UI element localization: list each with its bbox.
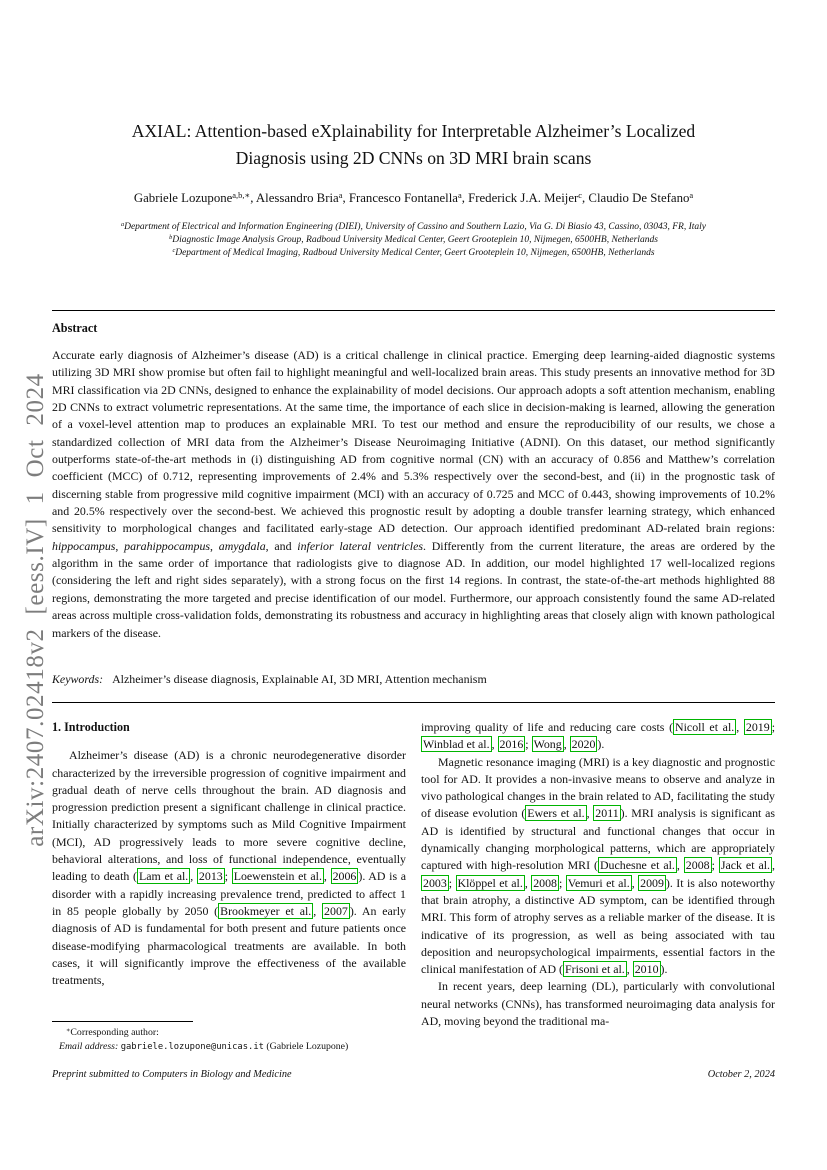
citation-link[interactable]: Jack et al.	[720, 858, 771, 873]
paper-title-line2: Diagnosis using 2D CNNs on 3D MRI brain scans	[235, 148, 592, 168]
text-segment: ). MRI analysis is significant as AD is identified by structural and functional changes that occur in dynamically changing morphological patterns, which are appropriately captured with high-resolution MRI (	[421, 806, 775, 873]
abstract-body	[52, 347, 775, 642]
citation-link[interactable]: 2003	[423, 875, 447, 890]
corresponding-author-note	[52, 1026, 406, 1040]
text-segment: ,	[210, 538, 219, 553]
text-segment: ,	[676, 858, 684, 873]
text-segment: ;	[448, 875, 456, 890]
text-segment: , Frederick J.A. Meijer	[461, 191, 579, 205]
affiliations-block	[40, 221, 787, 260]
text-segment: c	[172, 247, 176, 255]
affiliation	[40, 247, 787, 260]
citation-link[interactable]: Vemuri et al.	[567, 875, 630, 890]
text-segment: hippocampus	[52, 538, 116, 553]
text-segment: ,	[323, 869, 331, 884]
affiliation	[40, 221, 787, 234]
footnote-block	[52, 1021, 406, 1054]
citation-link[interactable]: Wong	[533, 737, 562, 752]
text-segment: Alzheimer’s disease (AD) is a chronic neurodegenerative disorder characterized by the irreversible progression of cognitive impairment and gradual death of nerve cells throughout the brain. AD diagnosis and progression prediction present a significant challenge in clinical practice. Initially characterized by symptoms such as Mild Cognitive Impairment (MCI), AD progressively leads to more severe cognitive decline, behavioral alterations, and loss of functional independence, eventually leading to death (	[52, 748, 406, 884]
text-segment: gabriele.lozupone@unicas.it	[120, 1042, 264, 1052]
citation-link[interactable]: Ewers et al.	[527, 806, 585, 821]
text-segment: a	[689, 190, 694, 201]
text-segment: ;	[525, 737, 532, 752]
text-segment: ;	[711, 858, 719, 873]
text-segment: b	[169, 234, 173, 242]
text-segment: amygdala	[218, 538, 266, 553]
text-segment: (Gabriele Lozupone)	[263, 1041, 349, 1052]
separator-rule-bottom	[52, 702, 775, 703]
paper-title	[70, 118, 757, 172]
text-segment: ).	[597, 737, 605, 752]
text-segment: Magnetic resonance imaging (MRI) is a key diagnostic and prognostic tool for AD. It provides a non-invasive means to observe and analyze in vivo pathological changes in the brain related to AD, facilitating the study of disease evolution (	[421, 754, 775, 821]
text-segment: improving quality of life and reducing care costs (	[421, 720, 674, 734]
text-segment: ,	[563, 737, 570, 752]
citation-link[interactable]: Loewenstein et al.	[233, 869, 322, 884]
text-segment: Diagnostic Image Analysis Group, Radboud University Medical Center, Geert Grooteplein 10, Nijmegen, 6500HB, Netherlands	[172, 235, 658, 245]
citation-link[interactable]: 2010	[634, 962, 659, 977]
email-address-note	[52, 1040, 406, 1054]
text-segment: a	[120, 221, 125, 229]
paragraph	[421, 978, 775, 1030]
text-segment: ∗	[66, 1027, 71, 1035]
text-segment: , and	[265, 538, 298, 553]
text-segment: Department of Electrical and Information Engineering (DIEI), University of Cassino and Southern Lazio, Via G. Di Biasio 43, Cassino, 03043, FR, Italy	[124, 222, 707, 232]
citation-link[interactable]: Frisoni et al.	[565, 962, 625, 977]
text-segment: ,	[313, 903, 323, 918]
text-segment: , Alessandro Bria	[250, 191, 339, 205]
text-segment: ;	[224, 869, 232, 884]
paragraph	[421, 719, 775, 754]
citation-link[interactable]: Lam et al.	[138, 869, 189, 884]
citation-link[interactable]: 2011	[595, 806, 619, 821]
paragraph	[52, 747, 406, 989]
text-segment: ). AD is a disorder with a rapidly increasing prevalence trend, predicted to affect 1 in 85 people globally by 2050 (	[52, 869, 407, 918]
text-segment: ;	[559, 875, 566, 890]
citation-link[interactable]: 2020	[571, 737, 596, 752]
text-segment: ,	[586, 806, 594, 821]
authors-line	[52, 191, 775, 206]
section-heading-introduction: 1. Introduction	[52, 720, 130, 734]
text-segment: , Francesco Fontanella	[342, 191, 458, 205]
text-segment: Corresponding author:	[70, 1027, 159, 1038]
citation-link[interactable]: 2009	[640, 875, 664, 890]
arxiv-watermark: arXiv:2407.02418v2 [eess.IV] 1 Oct 2024	[22, 373, 49, 847]
citation-link[interactable]: 2008	[685, 858, 710, 873]
citation-link[interactable]: 2007	[324, 903, 348, 918]
keywords-line	[52, 672, 775, 687]
keywords-label: Keywords:	[52, 672, 104, 686]
text-segment: ). It is also noteworthy that brain atrophy, a distinctive AD symptom, can be identified through MRI. This form of atrophy serves as a reliable marker of the disease. It is indicative of its progression, as well as being associated with tau deposition and neuropsychological impairments, essential factors in the clinical manifestation of AD (	[421, 875, 776, 977]
date-footer: October 2, 2024	[707, 1069, 775, 1080]
paper-title-line1: AXIAL: Attention-based eXplainability for Interpretable Alzheimer’s Localized	[131, 121, 696, 141]
text-segment: ,	[115, 538, 125, 553]
footnote-rule	[52, 1021, 193, 1022]
citation-link[interactable]: Brookmeyer et al.	[220, 903, 312, 918]
text-segment: ). An early diagnosis of AD is fundamental for both present and future patients once disease-modifying pharmacological treatments are available. In both cases, it will significantly improve the effectiveness of the available treatments,	[52, 903, 406, 988]
text-segment: Accurate early diagnosis of Alzheimer’s disease (AD) is a critical challenge in clinical practice. Emerging deep learning-aided diagnostic systems utilizing 3D MRI show promise but often fail to highlight meaningful and well-localized brain areas. This study presents an innovative method for 3D MRI classification via 2D CNNs, designed to enhance the explainability of model decisions. Our approach adopts a soft attention mechanism, enabling 2D CNNs to extract volumetric representations. At the same time, the importance of each slice in decision-making is learned, allowing the generation of a voxel-level attention map to produces an explainable MRI. To test our method and ensure the reproducibility of our results, we chose a standardized collection of MRI data from the Alzheimer’s Disease Neuroimaging Initiative (ADNI). On this dataset, our method significantly outperforms state-of-the-art methods in (i) distinguishing AD from cognitive normal (CN) with an accuracy of 0.856 and Matthew’s correlation coefficient (MCC) of 0.712, representing improvements of 2.4% and 5.3% respectively over the second-best, and (ii) in the prognostic task of discerning stable from progressive mild cognitive impairment (MCI) with an accuracy of 0.725 and MCC of 0.443, showing improvements of 10.2% and 20.5% respectively over the second-best. We achieved this prognostic result by adopting a double transfer learning strategy, which enhanced sensitivity to morphological changes and facilitated early-stage AD detection. Our approach identified predominant AD-related brain regions:	[52, 348, 775, 536]
separator-rule-top	[52, 310, 775, 311]
text-segment: ).	[660, 962, 668, 977]
citation-link[interactable]: Klöppel et al.	[457, 875, 523, 890]
text-segment: ;	[771, 720, 775, 734]
left-column	[52, 719, 406, 1030]
right-column	[421, 719, 775, 1030]
citation-link[interactable]: 2019	[745, 720, 770, 734]
text-segment: ,	[491, 737, 498, 752]
text-segment: c	[578, 190, 583, 201]
text-segment: ,	[190, 869, 197, 884]
text-segment: ,	[626, 962, 633, 977]
affiliation	[40, 234, 787, 247]
citation-link[interactable]: Winblad et al.	[423, 737, 490, 752]
citation-link[interactable]: Nicoll et al.	[675, 720, 735, 734]
paragraph	[421, 754, 775, 979]
text-segment: ,	[524, 875, 532, 890]
text-segment: ,	[736, 720, 744, 734]
text-segment: ,	[772, 858, 775, 873]
two-column-layout	[52, 719, 775, 1030]
keywords-text: Alzheimer’s disease diagnosis, Explainable AI, 3D MRI, Attention mechanism	[112, 672, 487, 686]
text-segment: In recent years, deep learning (DL), particularly with convolutional neural networks (CNNs), has transformed neuroimaging data analysis for AD, moving beyond the traditional ma-	[421, 979, 775, 1029]
preprint-footer: Preprint submitted to Computers in Biology and Medicine	[52, 1069, 292, 1080]
citation-link[interactable]: 2013	[198, 869, 223, 884]
citation-link[interactable]: Duchesne et al.	[599, 858, 675, 873]
citation-link[interactable]: 2016	[499, 737, 524, 752]
text-segment: . Differently from the current literature, the areas are ordered by the algorithm in the same order of importance that radiologists give to diagnose AD. In addition, our model highlighted 17 well-localized regions (considering the left and right sides separately), with a strong focus on the first 14 regions. In contrast, the state-of-the-art methods highlighted 88 regions, demonstrating the more targeted and precise identification of our model. Furthermore, our approach consistently found the same AD-related areas across multiple cross-validation folds, demonstrating its robustness and accuracy in highlighting areas that closely align with known pathological markers of the disease.	[52, 538, 776, 640]
text-segment: inferior lateral ventricles	[297, 538, 423, 553]
abstract-heading: Abstract	[52, 321, 98, 335]
citation-link[interactable]: 2006	[332, 869, 357, 884]
text-segment: Department of Medical Imaging, Radboud University Medical Center, Geert Grooteplein 10, Nijmegen, 6500HB, Netherlands	[175, 248, 655, 258]
text-segment: , Claudio De Stefano	[582, 191, 690, 205]
citation-link[interactable]: 2008	[533, 875, 557, 890]
text-segment: a	[457, 190, 462, 201]
text-segment: Email address:	[59, 1041, 121, 1052]
text-segment: parahippocampus	[124, 538, 211, 553]
text-segment: Gabriele Lozupone	[133, 191, 233, 205]
text-segment: a,b,∗	[232, 190, 251, 201]
text-segment: a	[338, 190, 343, 201]
text-segment: ,	[631, 875, 639, 890]
